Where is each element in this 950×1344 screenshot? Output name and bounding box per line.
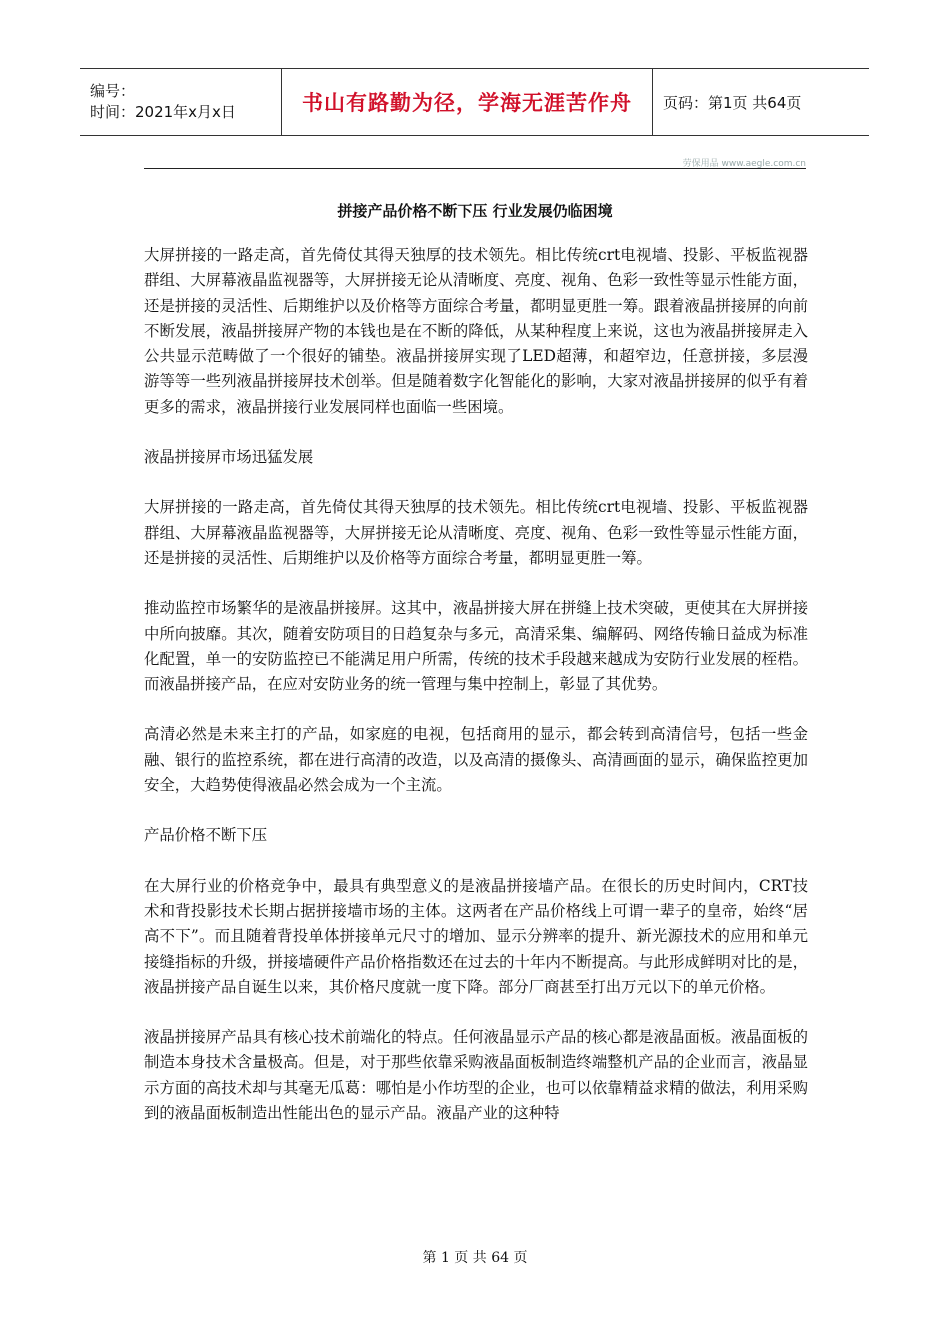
paragraph: 液晶拼接屏产品具有核心技术前端化的特点。任何液晶显示产品的核心都是液晶面板。液晶面板的制造本身技术含量极高。但是，对于那些依靠采购液晶面板制造终端整机产品的企业而言，液晶显示方面的高技术却与其毫无瓜葛：哪怕是小作坊型的企业，也可以依靠精益求精的做法，利用采购到的液晶面板制造出性能出色的显示产品。液晶产业的这种特: [144, 1028, 808, 1123]
section-heading: 液晶拼接屏市场迅猛发展: [144, 448, 314, 467]
date-label: 时间：2021年x月x日: [90, 103, 236, 121]
paragraph: 高清必然是未来主打的产品，如家庭的电视，包括商用的显示，都会转到高清信号，包括一些金融、银行的监控系统，都在进行高清的改造，以及高清的摄像头、高清画面的显示，确保监控更加安全，大趋势使得液晶必然会成为一个主流。: [144, 725, 808, 795]
paragraph: 在大屏行业的价格竞争中，最具有典型意义的是液晶拼接墙产品。在很长的历史时间内，CRT技术和背投影技术长期占据拼接墙市场的主体。这两者在产品价格线上可谓一辈子的皇帝，始终“居高不下”。而且随着背投单体拼接单元尺寸的增加、显示分辨率的提升、新光源技术的应用和单元接缝指标的升级，拼接墙硬件产品价格指数还在过去的十年内不断提高。与此形成鲜明对比的是，液晶拼接产品自诞生以来，其价格尺度就一度下降。部分厂商甚至打出万元以下的单元价格。: [144, 876, 808, 996]
watermark-link[interactable]: 劳保用品 www.aegle.com.cn: [682, 159, 806, 169]
section-heading: 产品价格不断下压: [144, 826, 268, 845]
paragraph: 大屏拼接的一路走高，首先倚仗其得天独厚的技术领先。相比传统crt电视墙、投影、平板监视器群组、大屏幕液晶监视器等，大屏拼接无论从清晰度、亮度、视角、色彩一致性等显示性能方面，还是拼接的灵活性、后期维护以及价格等方面综合考量，都明显更胜一筹。: [144, 498, 808, 567]
header-page-info-cell: [653, 69, 869, 135]
paragraph: 推动监控市场繁华的是液晶拼接屏。这其中，液晶拼接大屏在拼缝上技术突破，更使其在大屏拼接中所向披靡。其次，随着安防项目的日趋复杂与多元，高清采集、编解码、网络传输日益成为标准化配置，单一的安防监控已不能满足用户所需，传统的技术手段越来越成为安防行业发展的桎梏。而液晶拼接产品，在应对安防业务的统一管理与集中控制上，彰显了其优势。: [144, 599, 808, 694]
number-label: 编号：: [90, 82, 136, 100]
page-footer: 第 1 页 共 64 页: [422, 1250, 528, 1266]
header-meta: [80, 69, 281, 135]
header-motto: 书山有路勤为径，学海无涯苦作舟: [302, 91, 632, 115]
document-header: [80, 68, 869, 136]
header-motto-cell: [281, 69, 653, 135]
header-page-info: 页码：第1页 共64页: [663, 93, 802, 112]
document-title: 拼接产品价格不断下压 行业发展仍临困境: [337, 202, 613, 220]
paragraph: 大屏拼接的一路走高，首先倚仗其得天独厚的技术领先。相比传统crt电视墙、投影、平板监视器群组、大屏幕液晶监视器等，大屏拼接无论从清晰度、亮度、视角、色彩一致性等显示性能方面，还是拼接的灵活性、后期维护以及价格等方面综合考量，都明显更胜一筹。跟着液晶拼接屏的向前不断发展，液晶拼接屏产物的本钱也是在不断的降低，从某种程度上来说，这也为液晶拼接屏走入公共显示范畴做了一个很好的铺垫。液晶拼接屏实现了LED超薄，和超窄边，任意拼接，多层漫游等等一些列液晶拼接屏技术创举。但是随着数字化智能化的影响，大家对液晶拼接屏的似乎有着更多的需求，液晶拼接行业发展同样也面临一些困境。: [144, 246, 808, 416]
header-rule: [144, 168, 806, 169]
document-body: [144, 243, 808, 1151]
